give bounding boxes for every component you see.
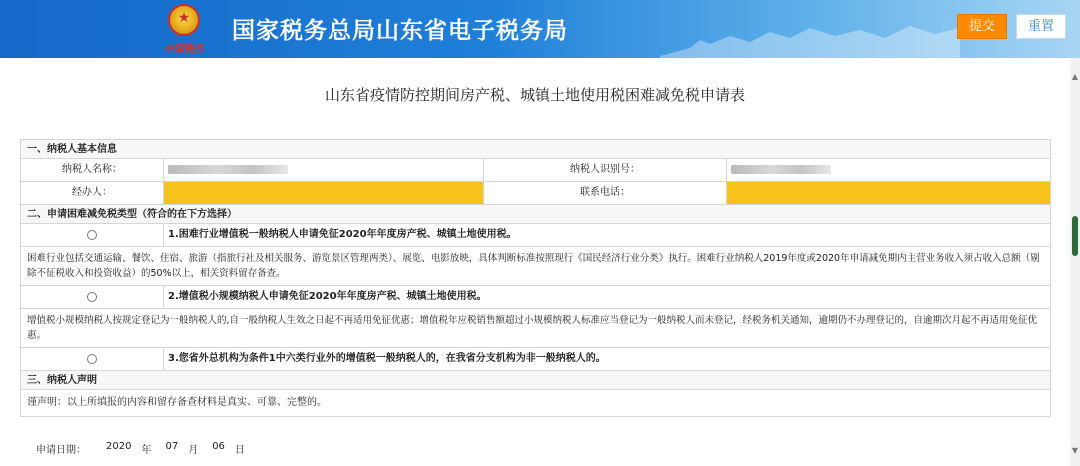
apply-date-label: 申请日期： xyxy=(36,445,86,456)
taxpayer-name-label: 纳税人名称： xyxy=(21,159,164,181)
scroll-down-arrow-icon[interactable]: ▼ xyxy=(1071,446,1079,455)
option-2-radio[interactable] xyxy=(87,292,97,302)
option-3-radio-cell xyxy=(21,348,164,370)
scrollbar-thumb[interactable] xyxy=(1072,216,1078,256)
scroll-up-arrow-icon[interactable]: ▲ xyxy=(1071,72,1079,81)
option-row-3 xyxy=(21,348,1050,371)
option-3-label: 3.您省外总机构为条件1中六类行业外的增值税一般纳税人的，在我省分支机构为非一般纳税人的。 xyxy=(168,353,606,364)
taxpayer-name-field[interactable] xyxy=(164,159,484,181)
agent-label: 经办人： xyxy=(21,182,164,204)
option-2-label: 2.增值税小规模纳税人申请免征2020年年度房产税、城镇土地使用税。 xyxy=(168,291,487,302)
option-2-description: 增值税小规模纳税人按规定登记为一般纳税人的,自一般纳税人生效之日起不再适用免征优惠；增值税年应税销售额超过小规模纳税人标准应当登记为一般纳税人而未登记，经税务机关通知，逾期仍不办理登记的，自逾期次月起不再适用免征优惠。 xyxy=(21,309,1050,348)
declaration-text: 谨声明：以上所填报的内容和留存备查材料是真实、可靠、完整的。 xyxy=(27,397,327,408)
agent-input[interactable] xyxy=(164,182,484,204)
form-title: 山东省疫情防控期间房产税、城镇土地使用税困难减免税申请表 xyxy=(324,86,745,104)
phone-input[interactable] xyxy=(727,182,1050,204)
apply-date-month-unit: 月 xyxy=(188,445,199,456)
submit-button[interactable]: 提交 xyxy=(957,14,1007,39)
option-row-2 xyxy=(21,286,1050,309)
emblem-script-text: 中国税务 xyxy=(164,44,204,55)
apply-date-month: 07 xyxy=(165,441,179,452)
option-3-radio[interactable] xyxy=(87,354,97,364)
emblem-badge-icon xyxy=(168,4,200,36)
phone-label: 联系电话： xyxy=(484,182,727,204)
option-row-1 xyxy=(21,224,1050,247)
great-wall-decoration xyxy=(660,18,960,58)
site-header xyxy=(0,0,1080,58)
option-1-radio-cell xyxy=(21,224,164,246)
tax-emblem-logo xyxy=(162,4,206,54)
section-relief-type-header: 二、申请困难减免税类型（符合的在下方选择） xyxy=(21,205,1050,224)
application-form xyxy=(20,139,1051,417)
option-1-description: 困难行业包括交通运输、餐饮、住宿、旅游（指旅行社及相关服务、游览景区管理两类）、展览、电影放映，具体判断标准按照现行《国民经济行业分类》执行。困难行业纳税人2019年度或2020年申请减免期内主营业务收入须占收入总额（剔除不征税收入和投资收益）的50%以上，相关资料留存备查。 xyxy=(21,247,1050,286)
section-basic-info-header: 一、纳税人基本信息 xyxy=(21,140,1050,159)
section-declaration-header: 三、纳税人声明 xyxy=(21,371,1050,390)
taxpayer-id-field[interactable] xyxy=(727,159,1050,181)
option-1-label: 1.困难行业增值税一般纳税人申请免征2020年年度房产税、城镇土地使用税。 xyxy=(168,229,517,240)
option-2-radio-cell xyxy=(21,286,164,308)
redacted-taxpayer-name xyxy=(168,165,288,174)
reset-button[interactable]: 重置 xyxy=(1016,14,1066,39)
option-1-radio[interactable] xyxy=(87,230,97,240)
apply-date-year: 2020 xyxy=(106,441,132,452)
redacted-taxpayer-id xyxy=(731,165,831,174)
apply-date-day: 06 xyxy=(212,441,225,452)
site-title: 国家税务总局山东省电子税务局 xyxy=(232,18,568,44)
taxpayer-row xyxy=(21,159,1050,182)
agent-row xyxy=(21,182,1050,205)
vertical-scrollbar[interactable] xyxy=(1070,58,1080,466)
apply-date-year-unit: 年 xyxy=(141,445,152,456)
taxpayer-id-label: 纳税人识别号： xyxy=(484,159,727,181)
apply-date xyxy=(36,441,255,456)
apply-date-day-unit: 日 xyxy=(234,445,245,456)
